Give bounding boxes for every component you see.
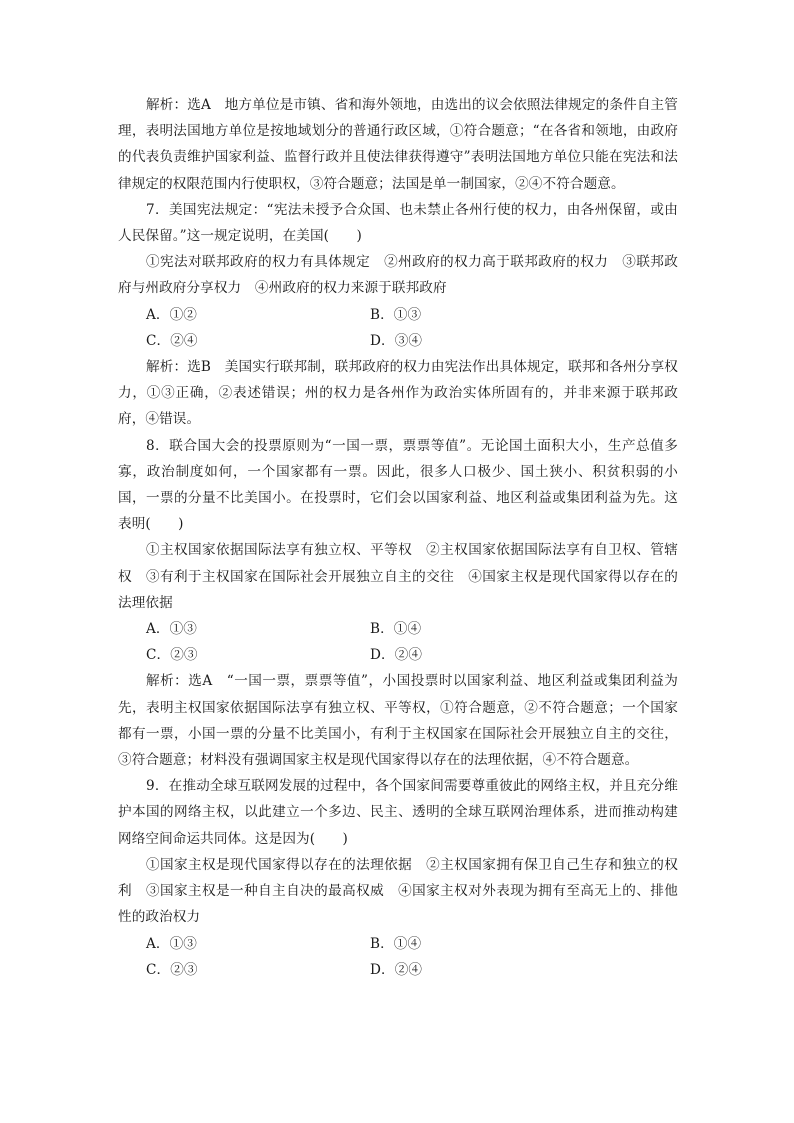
options-row-q8-1 <box>118 616 678 642</box>
options-row-q9-1 <box>118 931 678 957</box>
option-a-q9: A．①③ <box>146 935 197 952</box>
question-9: 9．在推动全球互联网发展的过程中，各个国家间需要尊重彼此的网络主权，并且充分维护本国的网络主权，以此建立一个多边、民主、透明的全球互联网治理体系，进而推动构建网络空间命运共同体。这是因为( ) <box>118 778 678 847</box>
statements-q8: ①主权国家依据国际法享有独立权、平等权 ②主权国家依据国际法享有自卫权、管辖权 ③有利于主权国家在国际社会开展独立自主的交往 ④国家主权是现代国家得以存在的法理依据 <box>118 542 678 611</box>
statements-q9: ①国家主权是现代国家得以存在的法理依据 ②主权国家拥有保卫自己生存和独立的权利 ③国家主权是一种自主自决的最高权威 ④国家主权对外表现为拥有至高无上的、排他性的政治权力 <box>118 856 678 926</box>
question-7: 7．美国宪法规定：“宪法未授予合众国、也未禁止各州行使的权力，由各州保留，或由人民保留。”这一规定说明，在美国( ) <box>118 201 678 245</box>
option-d-q7: D．③④ <box>370 332 423 349</box>
option-a-q7: A．①② <box>146 306 197 323</box>
option-b-q9: B．①④ <box>370 935 422 952</box>
document-content <box>118 92 678 983</box>
options-row-q8-2 <box>118 642 678 668</box>
option-c-q9: C．②③ <box>146 961 198 978</box>
option-b-q8: B．①④ <box>370 621 422 638</box>
option-d-q9: D．②④ <box>370 961 423 978</box>
question-8: 8．联合国大会的投票原则为“一国一票，票票等值”。无论国土面积大小，生产总值多寡，政治制度如何，一个国家都有一票。因此，很多人口极少、国土狭小、积贫积弱的小国，一票的分量不比美国小。在投票时，它们会以国家利益、地区利益或集团利益为先。这表明( ) <box>118 437 678 533</box>
statements-q7: ①宪法对联邦政府的权力有具体规定 ②州政府的权力高于联邦政府的权力 ③联邦政府与州政府分享权力 ④州政府的权力来源于联邦政府 <box>118 254 678 297</box>
options-row-q7-2 <box>118 328 678 354</box>
option-d-q8: D．②④ <box>370 647 423 664</box>
analysis-q8: 解析：选A “一国一票，票票等值”，小国投票时以国家利益、地区利益或集团利益为先，表明主权国家依据国际法享有独立权、平等权，①符合题意，②不符合题意；一个国家都有一票，小国一票的分量不比美国小，有利于主权国家在国际社会开展独立自主的交往，③符合题意；材料没有强调国家主权是现代国家得以存在的法理依据，④不符合题意。 <box>118 673 678 769</box>
analysis-q7: 解析：选B 美国实行联邦制，联邦政府的权力由宪法作出具体规定，联邦和各州分享权力，①③正确，②表述错误；州的权力是各州作为政治实体所固有的，并非来源于联邦政府，④错误。 <box>118 359 678 428</box>
option-b-q7: B．①③ <box>370 306 422 323</box>
analysis-q6: 解析：选A 地方单位是市镇、省和海外领地，由选出的议会依照法律规定的条件自主管理，表明法国地方单位是按地域划分的普通行政区域，①符合题意；“在各省和领地，由政府的代表负责维护国家利益、监督行政并且使法律获得遵守”表明法国地方单位只能在宪法和法律规定的权限范围内行使职权，③符合题意；法国是单一制国家，②④不符合题意。 <box>118 97 678 192</box>
option-c-q8: C．②③ <box>146 647 198 664</box>
options-row-q9-2 <box>118 957 678 983</box>
options-row-q7-1 <box>118 302 678 328</box>
option-a-q8: A．①③ <box>146 621 197 638</box>
option-c-q7: C．②④ <box>146 332 198 349</box>
